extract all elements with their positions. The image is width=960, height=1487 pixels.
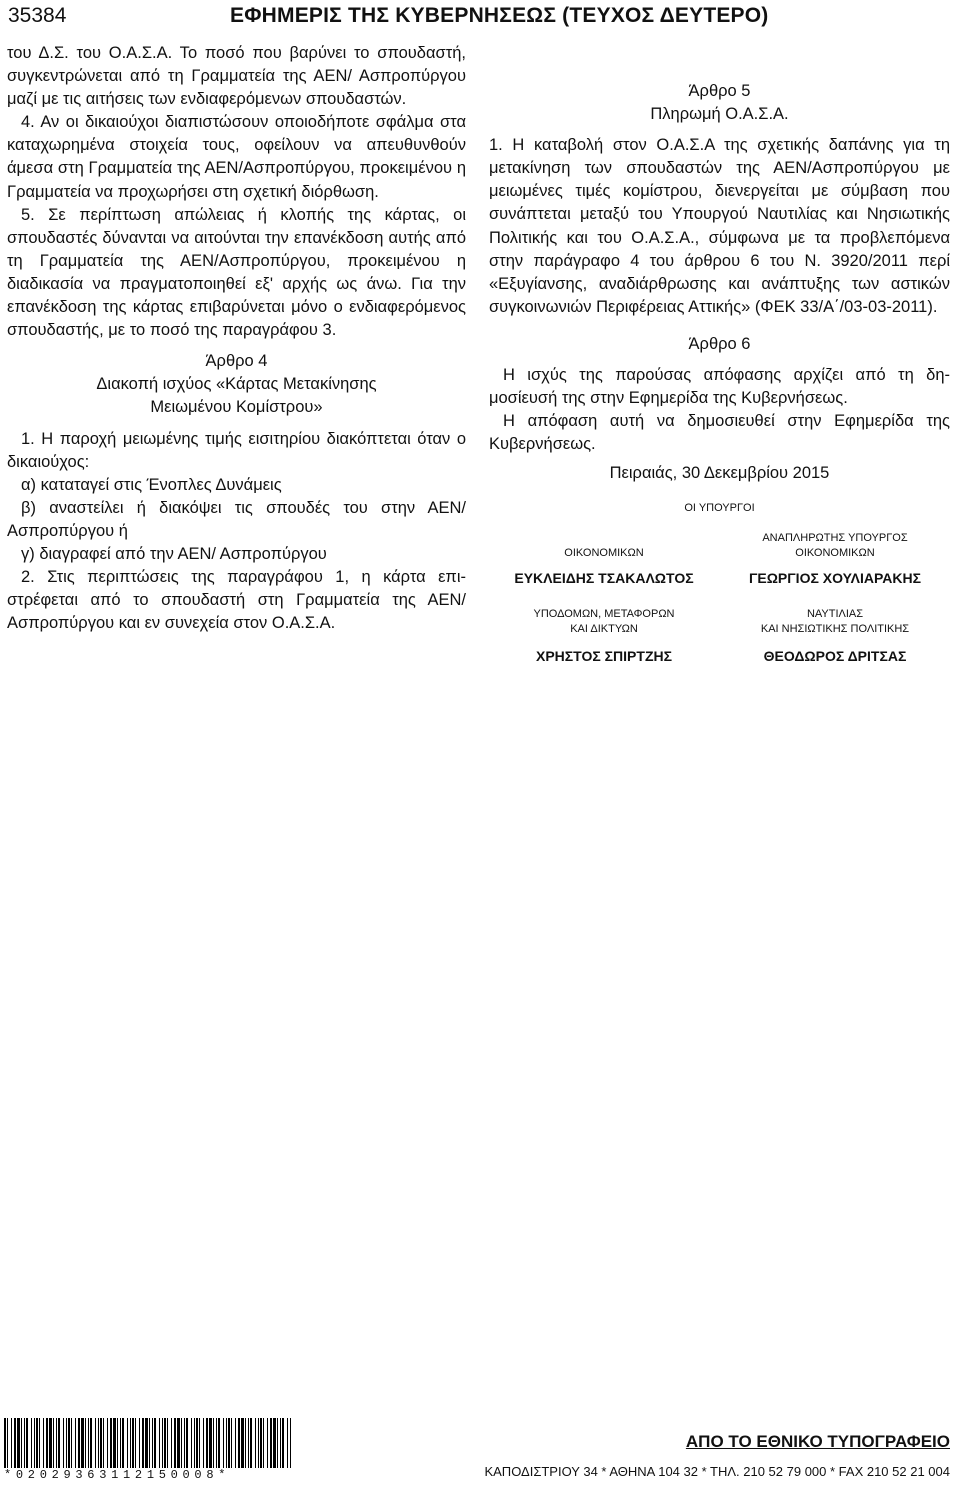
signature-alternate-finance-minister <box>720 531 950 587</box>
gazette-title: ΕΦΗΜΕΡΙΣ ΤΗΣ ΚΥΒΕΡΝΗΣΕΩΣ (ΤΕΥΧΟΣ ΔΕΥΤΕΡΟ) <box>230 4 769 27</box>
role-label: ΚΑΙ ΝΗΣΙΩΤΙΚΗΣ ΠΟΛΙΤΙΚΗΣ <box>760 623 910 635</box>
role-label: ΑΝΑΠΛΗΡΩΤΗΣ ΥΠΟΥΡΓΟΣ <box>762 532 908 544</box>
article-5-paragraph-1: 1. Η καταβολή στον Ο.Α.Σ.Α της σχετικής δαπάνης για τη μετακίνηση των σπουδαστών της ΑΕΝ/Ασπροπύργου με μειωμένες τιμές κομίστρου, διενεργείται με σύμβαση που συνάπτεται μεταξύ του Υπουργού Ναυτιλίας και Νησιωτικής Πολιτικής και του Ο.Α.Σ.Α., σύμφωνα με τα προβλεπόμενα στην παράγραφο 4 του άρθρου 6 του Ν. 3920/2011 περί «Εξυγίανσης, αναδιάρθρωσης και ανάπτυξης των αστικών συγκοινωνιών Περιφέρειας Αττικής» (ΦΕΚ 33/Α΄/03-03-2011). <box>489 136 950 316</box>
paragraph-continuation: του Δ.Σ. του Ο.Α.Σ.Α. Το ποσό που βαρύνει το σπουδαστή, συγκεντρώνεται από τη Γραμματεία της ΑΕΝ/ Ασπροπύργου μαζί με τις αιτήσεις των ενδιαφερόμενων σπουδαστών. <box>7 44 466 109</box>
page-header <box>8 4 948 32</box>
paragraph-4: 4. Αν οι δικαιούχοι διαπιστώσουν οποιοδήποτε σφάλμα στα καταχωρημένα στοιχεία τους, οφείλουν να απευθυνθούν άμεσα στη Γραμματεία της ΑΕΝ/Ασπροπύργου, προκειμένου η Γραμματεία να προχωρήσει στη σχετική διόρθωση. <box>7 113 466 201</box>
barcode-number: *02029363112150008* <box>4 1468 231 1482</box>
page-number: 35384 <box>8 4 67 27</box>
role-label: ΚΑΙ ΔΙΚΤΥΩΝ <box>570 623 638 635</box>
article-4-title: Άρθρο 4 <box>205 352 268 371</box>
article-4-item-c: γ) διαγραφεί από την ΑΕΝ/ Ασπροπύργου <box>21 544 327 563</box>
printer-name: ΑΠΟ ΤΟ ΕΘΝΙΚΟ ΤΥΠΟΓΡΑΦΕΙΟ <box>685 1432 950 1451</box>
signature-finance-minister <box>489 531 719 587</box>
right-column <box>489 80 950 456</box>
barcode-image <box>4 1418 292 1468</box>
article-6-paragraph-2: Η απόφαση αυτή να δημοσιευθεί στην Εφημερίδα της Κυβερνήσεως. <box>489 412 950 454</box>
left-column <box>7 42 466 635</box>
printer-address: ΚΑΠΟΔΙΣΤΡΙΟΥ 34 * ΑΘΗΝΑ 104 32 * ΤΗΛ. 210 52 79 000 * FAX 210 52 21 004 <box>484 1464 950 1479</box>
article-5-title: Άρθρο 5 <box>688 82 751 100</box>
signature-row-2 <box>489 607 950 665</box>
signatory-name: ΘΕΟΔΩΡΟΣ ΔΡΙΤΣΑΣ <box>763 648 907 664</box>
signature-row-1 <box>489 531 950 587</box>
article-4-item-a: α) καταταγεί στις Ένοπλες Δυνάμεις <box>21 475 282 494</box>
paragraph-5: 5. Σε περίπτωση απώλειας ή κλοπής της κάρτας, οι σπουδαστές δύνανται να αιτούνται την επανέκδοση αυτής από τη Γραμματεία της ΑΕΝ/Ασπροπύργου, προκειμένου η διαδικασία να πραγματοποιηθεί εξ' αρχής ως άνω. Για την επανέκδοση της κάρτας επιβαρύνεται μόνο ο ενδιαφερόμενος σπουδαστής, με το ποσό της παραγράφου 3. <box>7 205 466 340</box>
role-label: ΟΙΚΟΝΟΜΙΚΩΝ <box>564 547 644 559</box>
place-date: Πειραιάς, 30 Δεκεμβρίου 2015 <box>609 464 830 482</box>
article-4-paragraph-1: 1. Η παροχή μειωμένης τιμής εισιτηρίου διακόπτεται όταν ο δικαιούχος: <box>7 429 466 471</box>
article-6-paragraph-1: Η ισχύς της παρούσας απόφασης αρχίζει από τη δημοσίευσή της στην Εφημερίδα της Κυβερνήσεως. <box>489 366 950 408</box>
signature-infrastructure-minister <box>489 607 719 665</box>
article-4-paragraph-2: 2. Στις περιπτώσεις της παραγράφου 1, η κάρτα επιστρέφεται από το σπουδαστή στη Γραμματεία της ΑΕΝ/ Ασπροπύργου και εν συνεχεία στον Ο.Α.Σ.Α. <box>7 568 466 633</box>
signatory-name: ΓΕΩΡΓΙΟΣ ΧΟΥΛΙΑΡΑΚΗΣ <box>748 570 922 586</box>
signatory-name: ΧΡΗΣΤΟΣ ΣΠΙΡΤΖΗΣ <box>535 648 673 664</box>
signature-block <box>489 462 950 665</box>
ministers-label: ΟΙ ΥΠΟΥΡΓΟΙ <box>684 502 755 514</box>
role-label: ΟΙΚΟΝΟΜΙΚΩΝ <box>795 547 875 559</box>
role-label: ΝΑΥΤΙΛΙΑΣ <box>806 608 864 620</box>
article-4-subtitle-line-1: Διακοπή ισχύος «Κάρτας Μετακίνησης <box>96 375 377 394</box>
article-6-title: Άρθρο 6 <box>688 334 751 353</box>
signature-shipping-minister <box>720 607 950 665</box>
article-4-item-b: β) αναστείλει ή διακόψει τις σπουδές του στην ΑΕΝ/ Ασπροπύργου ή <box>7 498 466 540</box>
role-label: ΥΠΟΔΟΜΩΝ, ΜΕΤΑΦΟΡΩΝ <box>533 608 675 620</box>
article-5-subtitle: Πληρωμή Ο.Α.Σ.Α. <box>650 105 789 124</box>
article-4-subtitle-line-2: Μειωμένου Κομίστρου» <box>150 398 323 417</box>
signatory-name: ΕΥΚΛΕΙΔΗΣ ΤΣΑΚΑΛΩΤΟΣ <box>514 570 694 586</box>
